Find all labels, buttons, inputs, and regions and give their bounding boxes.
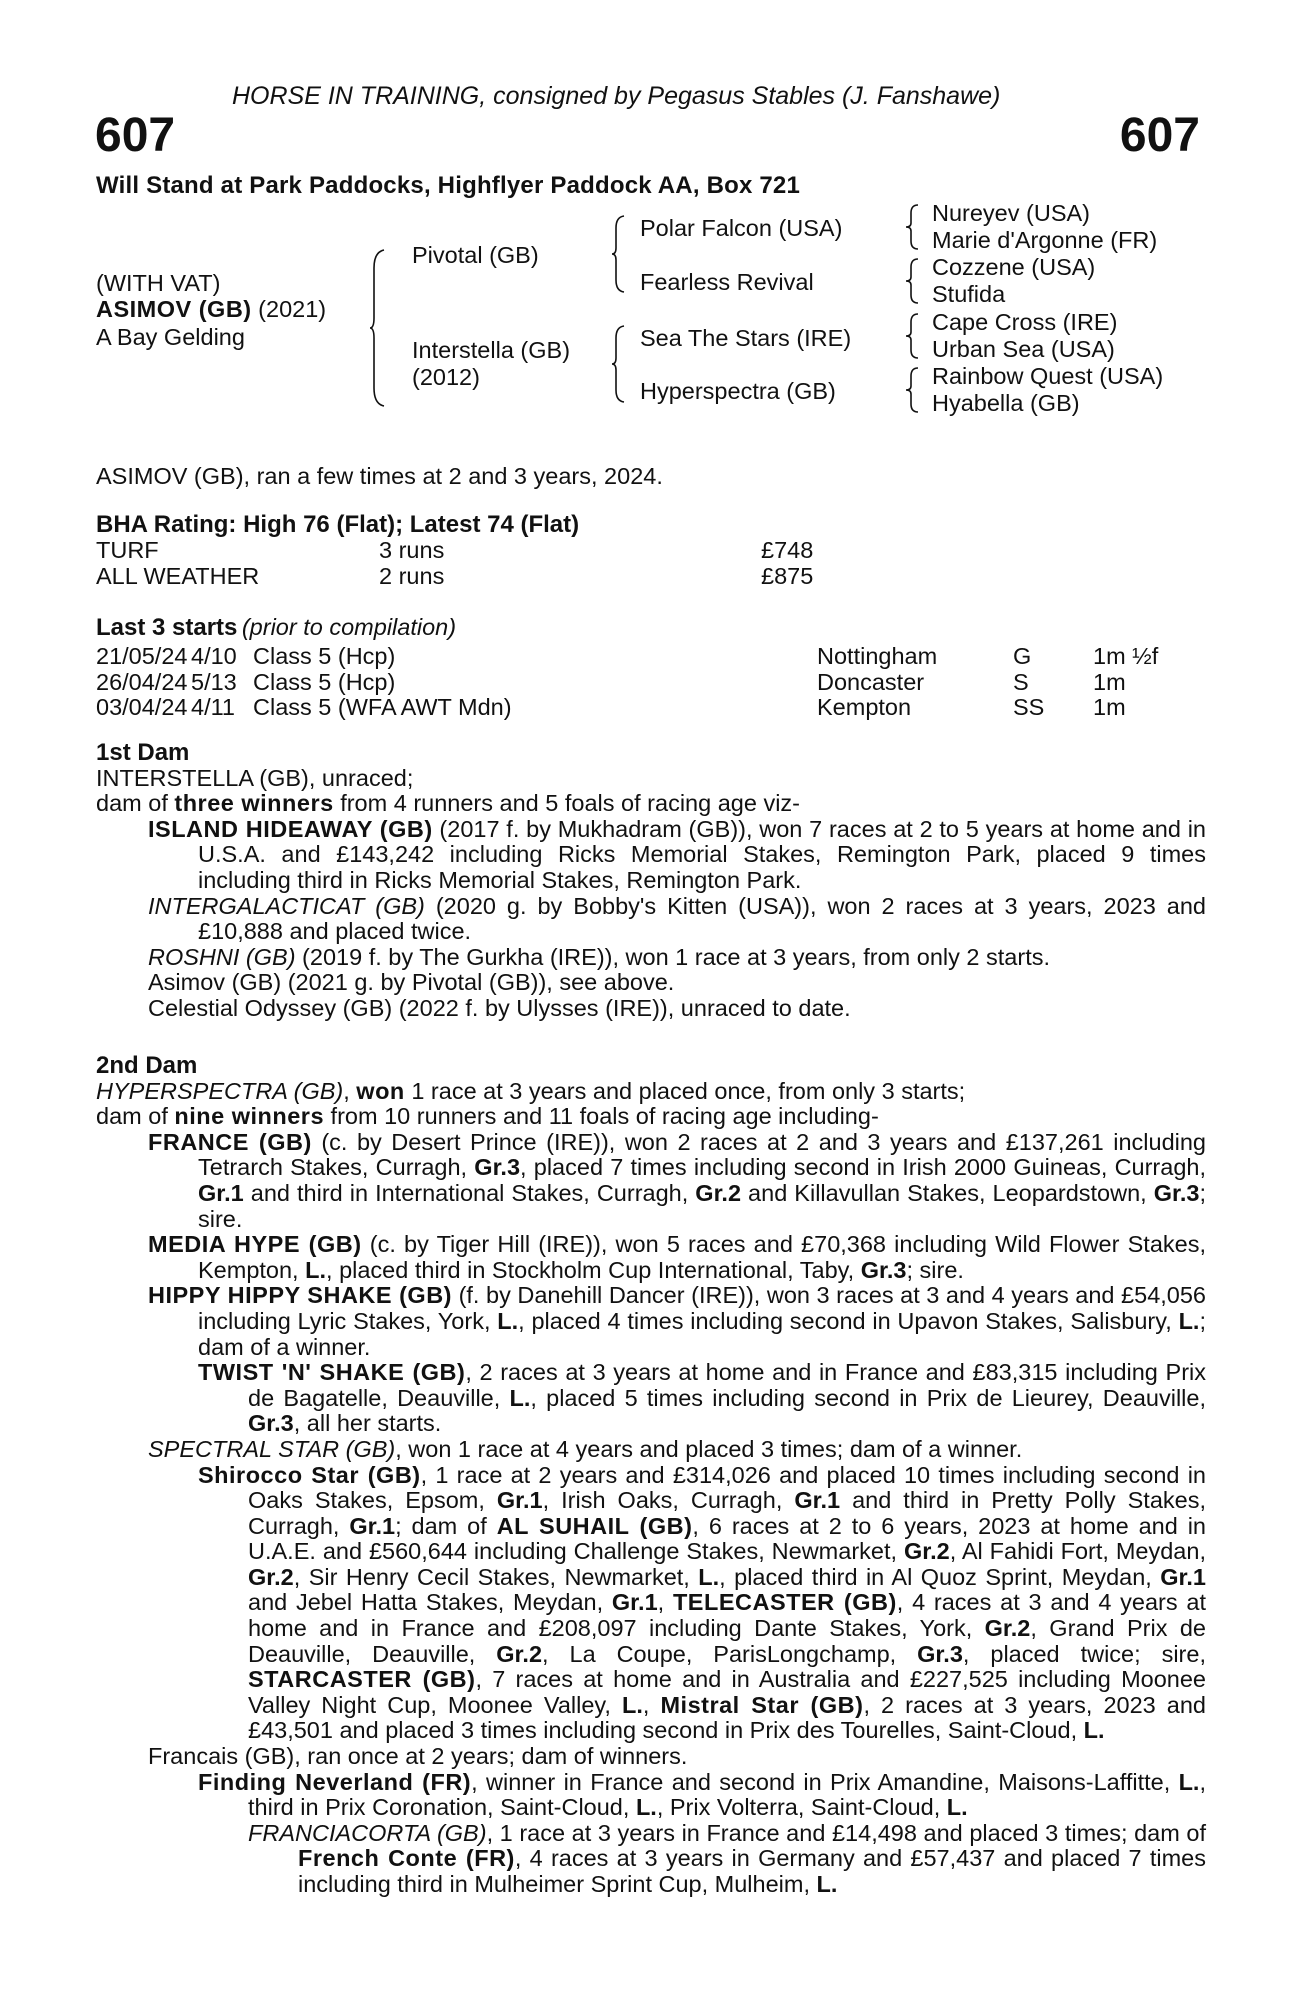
pedigree-bracket-g34 (906, 257, 922, 305)
last-starts-heading: Last 3 starts (96, 614, 238, 641)
first-dam-heading: 1st Dam (96, 739, 190, 766)
pedigree-bracket-sire (612, 214, 628, 294)
table-row: 03/04/24 4/11 Class 5 (WFA AWT Mdn) Kempton SS 1m (96, 694, 1126, 721)
dam-sire: Sea The Stars (IRE) (640, 325, 852, 351)
dam-name: Interstella (GB) (412, 337, 571, 363)
last-starts-table (96, 644, 1158, 721)
list-item: HIPPY HIPPY SHAKE (GB) (f. by Danehill Dancer (IRE)), won 3 races at 3 and 4 years and £54,056 including Lyric Stakes, York, L., placed 4 times including second in Upavon Stakes, Salisbury, L.; dam of a winner. (148, 1282, 1207, 1360)
list-item: FRANCIACORTA (GB), 1 race at 3 years in France and £14,498 and placed 3 times; dam of French Conte (FR), 4 races at 3 years in Germany and £57,437 and placed 7 times including third in Mulheimer Sprint Cup, Mulheim, L. (248, 1819, 1206, 1897)
sire-sire: Polar Falcon (USA) (640, 215, 843, 241)
consignment-title: HORSE IN TRAINING, consigned by Pegasus Stables (J. Fanshawe) (232, 82, 1001, 110)
pedigree-bracket-g12 (906, 203, 922, 251)
list-item: FRANCE (GB) (c. by Desert Prince (IRE)), won 2 races at 2 and 3 years and £137,261 including Tetrarch Stakes, Curragh, Gr.3, placed 7 times including second in Irish 2000 Guineas, Curragh, Gr.1 and third in International Stakes, Curragh, Gr.2 and Killavullan Stakes, Leopardstown, Gr.3; sire. (148, 1128, 1206, 1232)
list-item: Shirocco Star (GB), 1 race at 2 years and £314,026 and placed 10 times including second in Oaks Stakes, Epsom, Gr.1, Irish Oaks, Curragh, Gr.1 and third in Pretty Polly Stakes, Curragh, Gr.1; dam of AL SUHAIL (GB), 6 races at 2 to 6 years, 2023 at home and in U.A.E. and £560,644 including Challenge Stakes, Newmarket, Gr.2, Al Fahidi Fort, Meydan, Gr.2, Sir Henry Cecil Stakes, Newmarket, L., placed third in Al Quoz Sprint, Meydan, Gr.1 and Jebel Hatta Stakes, Meydan, Gr.1, TELECASTER (GB), 4 races at 3 and 4 years at home and in France and £208,097 including Dante Stakes, York, Gr.2, Grand Prix de Deauville, Deauville, Gr.2, La Coupe, ParisLongchamp, Gr.3, placed twice; sire, STARCASTER (GB), 7 races at home and in Australia and £227,525 including Moonee Valley Night Cup, Moonee Valley, L., Mistral Star (GB), 2 races at 3 years, 2023 and £43,501 and placed 3 times including second in Prix des Tourelles, Saint-Cloud, L. (198, 1461, 1206, 1744)
list-item: TWIST 'N' SHAKE (GB), 2 races at 3 years at home and in France and £83,315 including Prix de Bagatelle, Deauville, L., placed 5 times including second in Prix de Lieurey, Deauville, Gr.3, all her starts. (198, 1359, 1206, 1437)
list-item: Finding Neverland (FR), winner in France and second in Prix Amandine, Maisons-Laffitte, L., third in Prix Coronation, Saint-Cloud, L., Prix Volterra, Saint-Cloud, L. (198, 1768, 1206, 1821)
table-row: ALL WEATHER 2 runs £875 (96, 562, 814, 589)
second-dam-line: HYPERSPECTRA (GB), won 1 race at 3 years and placed once, from only 3 starts; (96, 1077, 966, 1104)
stand-location: Will Stand at Park Paddocks, Highflyer Paddock AA, Box 721 (96, 172, 801, 199)
horse-year: (2021) (258, 296, 327, 322)
dam-year: (2012) (412, 364, 480, 390)
table-row: 21/05/24 4/10 Class 5 (Hcp) Nottingham G 1m ½f (96, 643, 1159, 669)
list-item: Francais (GB), ran once at 2 years; dam of winners. (148, 1743, 688, 1770)
second-dam-produce-line: dam of nine winners from 10 runners and 11 foals of racing age including- (96, 1103, 879, 1130)
list-item: ROSHNI (GB) (2019 f. by The Gurkha (IRE)), won 1 race at 3 years, from only 2 starts. (148, 943, 1051, 970)
grand-8: Hyabella (GB) (932, 390, 1080, 416)
list-item: Asimov (GB) (2021 g. by Pivotal (GB)), see above. (148, 969, 675, 996)
grand-2: Marie d'Argonne (FR) (932, 227, 1158, 253)
grand-5: Cape Cross (IRE) (932, 309, 1118, 335)
second-dam-heading: 2nd Dam (96, 1052, 198, 1079)
rating-heading: BHA Rating: High 76 (Flat); Latest 74 (Flat) (96, 511, 580, 538)
grand-3: Cozzene (USA) (932, 254, 1096, 280)
pedigree-bracket-g56 (906, 312, 922, 360)
list-item: INTERGALACTICAT (GB) (2020 g. by Bobby's Kitten (USA)), won 2 races at 3 years, 2023 and £10,888 and placed twice. (148, 892, 1206, 945)
horse-description: A Bay Gelding (96, 324, 245, 350)
lot-number-left: 607 (95, 109, 176, 162)
race-summary: ASIMOV (GB), ran a few times at 2 and 3 years, 2024. (96, 463, 663, 489)
pedigree-bracket-g78 (906, 366, 922, 414)
list-item: SPECTRAL STAR (GB), won 1 race at 4 years and placed 3 times; dam of a winner. (148, 1435, 1023, 1462)
rating-block (96, 512, 813, 589)
first-dam-produce-line: dam of three winners from 4 runners and 5 foals of racing age viz- (96, 790, 800, 817)
last-starts-block (96, 614, 1158, 721)
horse-name-line (96, 296, 326, 323)
grand-4: Stufida (932, 281, 1006, 307)
lot-number-right: 607 (1119, 109, 1200, 162)
pedigree-bracket-dam (612, 324, 628, 404)
first-dam-line: INTERSTELLA (GB), unraced; (96, 764, 414, 791)
grand-1: Nureyev (USA) (932, 200, 1091, 226)
first-dam-section (96, 740, 1206, 1022)
list-item: Celestial Odyssey (GB) (2022 f. by Ulysses (IRE)), unraced to date. (148, 994, 851, 1021)
grand-7: Rainbow Quest (USA) (932, 363, 1164, 389)
horse-name: ASIMOV (GB) (96, 296, 252, 322)
dam-dam: Hyperspectra (GB) (640, 378, 836, 404)
sire-name: Pivotal (GB) (412, 242, 539, 268)
last-starts-note: (prior to compilation) (241, 614, 457, 640)
grand-6: Urban Sea (USA) (932, 336, 1115, 362)
vat-note: (WITH VAT) (96, 270, 221, 296)
table-row: TURF 3 runs £748 (96, 537, 814, 563)
list-item: MEDIA HYPE (GB) (c. by Tiger Hill (IRE)), won 5 races and £70,368 including Wild Flower Stakes, Kempton, L., placed third in Stockholm Cup International, Taby, Gr.3; sire. (148, 1231, 1206, 1283)
table-row: 26/04/24 5/13 Class 5 (Hcp) Doncaster S 1m (96, 668, 1126, 695)
list-item: ISLAND HIDEAWAY (GB) (2017 f. by Mukhadram (GB)), won 7 races at 2 to 5 years at home and in U.S.A. and £143,242 including Ricks Memorial Stakes, Remington Park, placed 9 times including third in Ricks Memorial Stakes, Remington Park. (148, 815, 1206, 893)
second-dam-section (96, 1053, 1206, 1898)
rating-table (96, 538, 813, 589)
pedigree-bracket-main (370, 248, 390, 408)
sire-dam: Fearless Revival (640, 269, 814, 295)
last-starts-heading-line (96, 614, 1158, 644)
